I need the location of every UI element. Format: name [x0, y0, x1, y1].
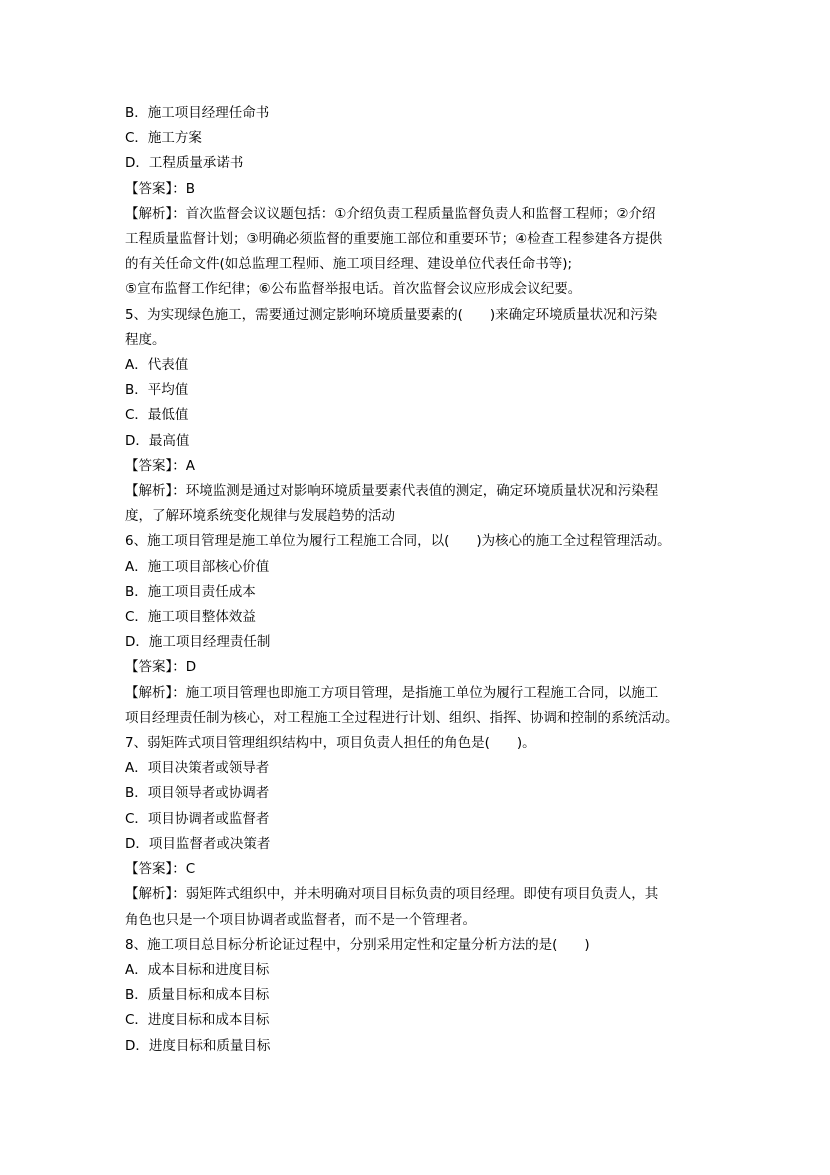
analysis-line: 【解析】：弱矩阵式组织中，并未明确对项目目标负责的项目经理。即使有项目负责人，其	[125, 886, 659, 903]
analysis-line: 【解析】：首次监督会议议题包括：①介绍负责工程质量监督负责人和监督工程师；②介绍	[125, 205, 656, 222]
option-c: C．项目协调者或监督者	[125, 810, 270, 827]
option-a: A．代表值	[125, 357, 189, 374]
option-d: D．进度目标和质量目标	[125, 1037, 271, 1054]
question-stem: 6、施工项目管理是施工单位为履行工程施工合同，以( )为核心的施工全过程管理活动。	[125, 533, 671, 550]
option-c: C．进度目标和成本目标	[125, 1012, 270, 1029]
analysis-line: 【解析】：环境监测是通过对影响环境质量要素代表值的测定，确定环境质量状况和污染程	[125, 483, 659, 500]
option-b: B．施工项目责任成本	[125, 583, 256, 600]
option-d: D．施工项目经理责任制	[125, 634, 271, 651]
answer: 【答案】：A	[125, 457, 195, 474]
question-stem: 5、为实现绿色施工，需要通过测定影响环境质量要素的( )来确定环境质量状况和污染	[125, 306, 658, 323]
analysis-line: 的有关任命文件(如总监理工程师、施工项目经理、建设单位代表任命书等);	[125, 256, 573, 273]
analysis-line: 度，了解环境系统变化规律与发展趋势的活动	[125, 508, 395, 525]
option-d: D．项目监督者或决策者	[125, 835, 271, 852]
answer: 【答案】：C	[125, 861, 196, 878]
option-a: A．施工项目部核心价值	[125, 558, 270, 575]
option-b: B．施工项目经理任命书	[125, 105, 270, 121]
analysis-line: 项目经理责任制为核心，对工程施工全过程进行计划、组织、指挥、协调和控制的系统活动。	[125, 709, 679, 726]
analysis-line: 角色也只是一个项目协调者或监督者，而不是一个管理者。	[125, 911, 476, 928]
option-c: C．施工项目整体效益	[125, 609, 256, 626]
question-4-tail	[125, 101, 710, 303]
option-b: B．项目领导者或协调者	[125, 785, 270, 802]
question-stem: 程度。	[125, 331, 166, 348]
answer: 【答案】：D	[125, 659, 197, 676]
question-8	[125, 933, 710, 1059]
question-stem: 8、施工项目总目标分析论证过程中，分别采用定性和定量分析方法的是( )	[125, 936, 590, 953]
document-page	[125, 101, 710, 1059]
analysis-line: 【解析】：施工项目管理也即施工方项目管理，是指施工单位为履行工程施工合同，以施工	[125, 684, 659, 701]
option-c: C．施工方案	[125, 130, 202, 147]
analysis-line: ⑤宣布监督工作纪律；⑥公布监督举报电话。首次监督会议应形成会议纪要。	[125, 281, 582, 298]
question-6	[125, 529, 710, 731]
question-5	[125, 303, 710, 530]
analysis-line: 工程质量监督计划；③明确必须监督的重要施工部位和重要环节；④检查工程参建各方提供	[125, 231, 663, 248]
answer: 【答案】：B	[125, 180, 196, 197]
option-d: D．工程质量承诺书	[125, 155, 244, 172]
question-7	[125, 731, 710, 933]
option-b: B．质量目标和成本目标	[125, 987, 270, 1004]
option-c: C．最低值	[125, 407, 189, 424]
option-a: A．成本目标和进度目标	[125, 961, 270, 978]
option-a: A．项目决策者或领导者	[125, 760, 270, 777]
option-d: D．最高值	[125, 432, 190, 449]
option-b: B．平均值	[125, 382, 189, 399]
question-stem: 7、弱矩阵式项目管理组织结构中，项目负责人担任的角色是( )。	[125, 735, 536, 752]
